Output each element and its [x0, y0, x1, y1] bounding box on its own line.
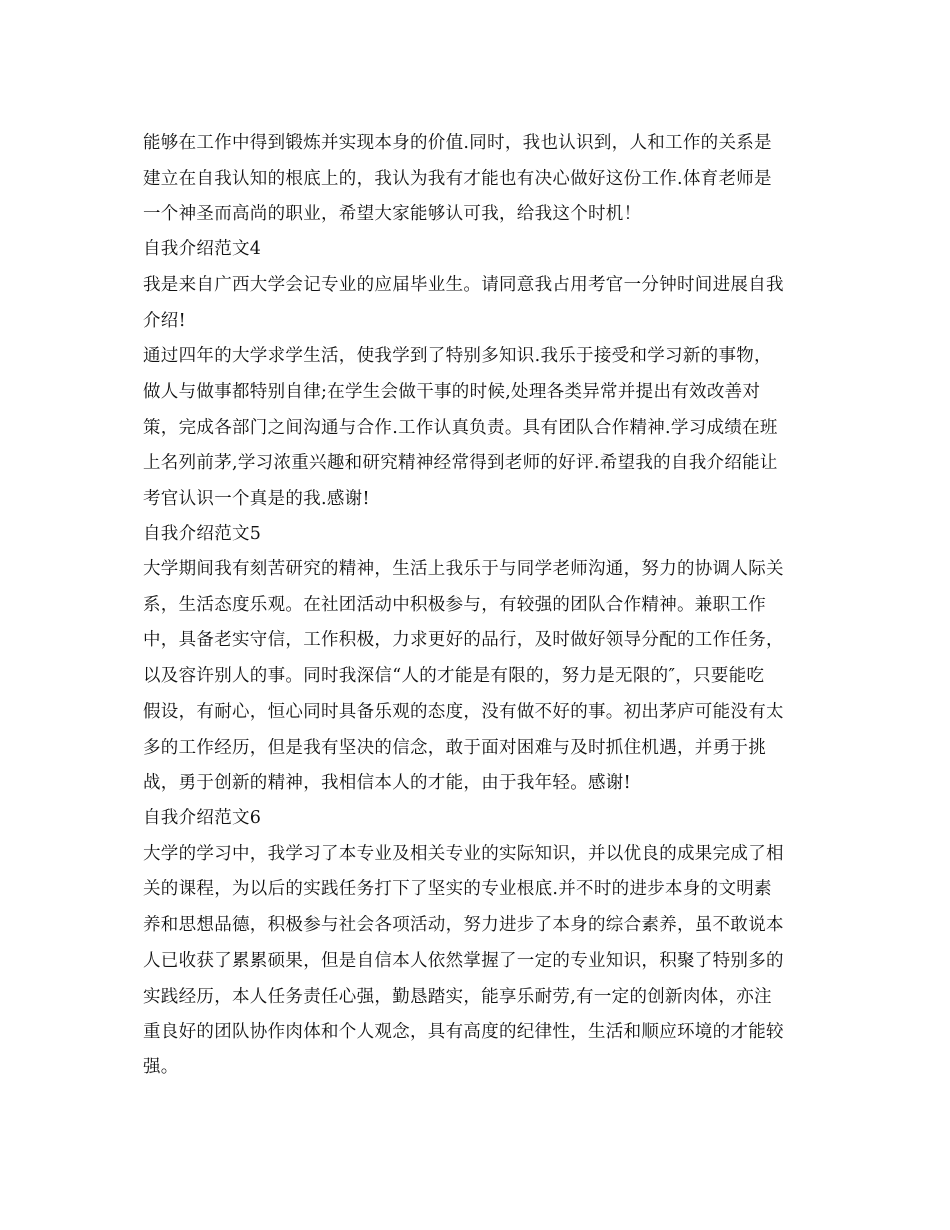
text-line: 一个神圣而高尚的职业，希望大家能够认可我，给我这个时机！ — [143, 204, 642, 224]
text-line: 建立在自我认知的根底上的，我认为我有才能也有决心做好这份工作.体育老师是 — [143, 169, 772, 189]
text-line: 通过四年的大学求学生活，使我学到了特别多知识.我乐于接受和学习新的事物， — [143, 346, 772, 366]
text-line: 中，具备老实守信，工作积极，力求更好的品行，及时做好领导分配的工作任务， — [143, 630, 784, 650]
text-line: 实践经历，本人任务责任心强，勤恳踏实，能享乐耐劳,有一定的创新肉体，亦注 — [143, 987, 772, 1007]
text-line: 以及容许别人的事。同时我深信“人的才能是有限的，努力是无限的″，只要能吃 — [143, 666, 765, 686]
text-line: 假设，有耐心，恒心同时具备乐观的态度，没有做不好的事。初出茅庐可能没有太 — [143, 702, 784, 722]
text-line: 强。 — [143, 1057, 179, 1077]
text-line: 能够在工作中得到锻炼并实现本身的价值.同时，我也认识到，人和工作的关系是 — [143, 133, 772, 153]
text-line: 多的工作经历，但是我有坚决的信念，敢于面对困难与及时抓住机遇，并勇于挑 — [143, 738, 766, 758]
text-line: 养和思想品德，积极参与社会各项活动，努力进步了本身的综合素养，虽不敢说本 — [143, 915, 784, 935]
text-line: 系，生活态度乐观。在社团活动中积极参与，有较强的团队合作精神。兼职工作 — [143, 595, 766, 615]
text-line: 关的课程，为以后的实践任务打下了坚实的专业根底.并不时的进步本身的文明素 — [143, 879, 772, 899]
section-heading: 自我介绍范文4 — [143, 239, 262, 259]
text-line: 上名列前茅,学习浓重兴趣和研究精神经常得到老师的好评.希望我的自我介绍能让 — [143, 453, 778, 473]
text-line: 做人与做事都特别自律;在学生会做干事的时候,处理各类异常并提出有效改善对 — [143, 382, 761, 402]
text-line: 我是来自广西大学会记专业的应届毕业生。请同意我占用考官一分钟时间进展自我 — [143, 275, 784, 295]
text-line: 介绍! — [143, 311, 186, 331]
text-line: 大学的学习中，我学习了本专业及相关专业的实际知识，并以优良的成果完成了相 — [143, 844, 784, 864]
section-heading: 自我介绍范文5 — [143, 524, 262, 544]
text-line: 战，勇于创新的精神，我相信本人的才能，由于我年轻。感谢! — [143, 773, 631, 793]
text-line: 策，完成各部门之间沟通与合作.工作认真负责。具有团队合作精神.学习成绩在班 — [143, 418, 778, 438]
text-line: 重良好的团队协作肉体和个人观念，具有高度的纪律性，生活和顺应环境的才能较 — [143, 1022, 784, 1042]
section-heading: 自我介绍范文6 — [143, 808, 262, 828]
text-line: 考官认识一个真是的我.感谢! — [143, 489, 370, 509]
text-line: 大学期间我有刻苦研究的精神，生活上我乐于与同学老师沟通，努力的协调人际关 — [143, 559, 784, 579]
text-line: 人已收获了累累硕果，但是自信本人依然掌握了一定的专业知识，积聚了特别多的 — [143, 951, 784, 971]
